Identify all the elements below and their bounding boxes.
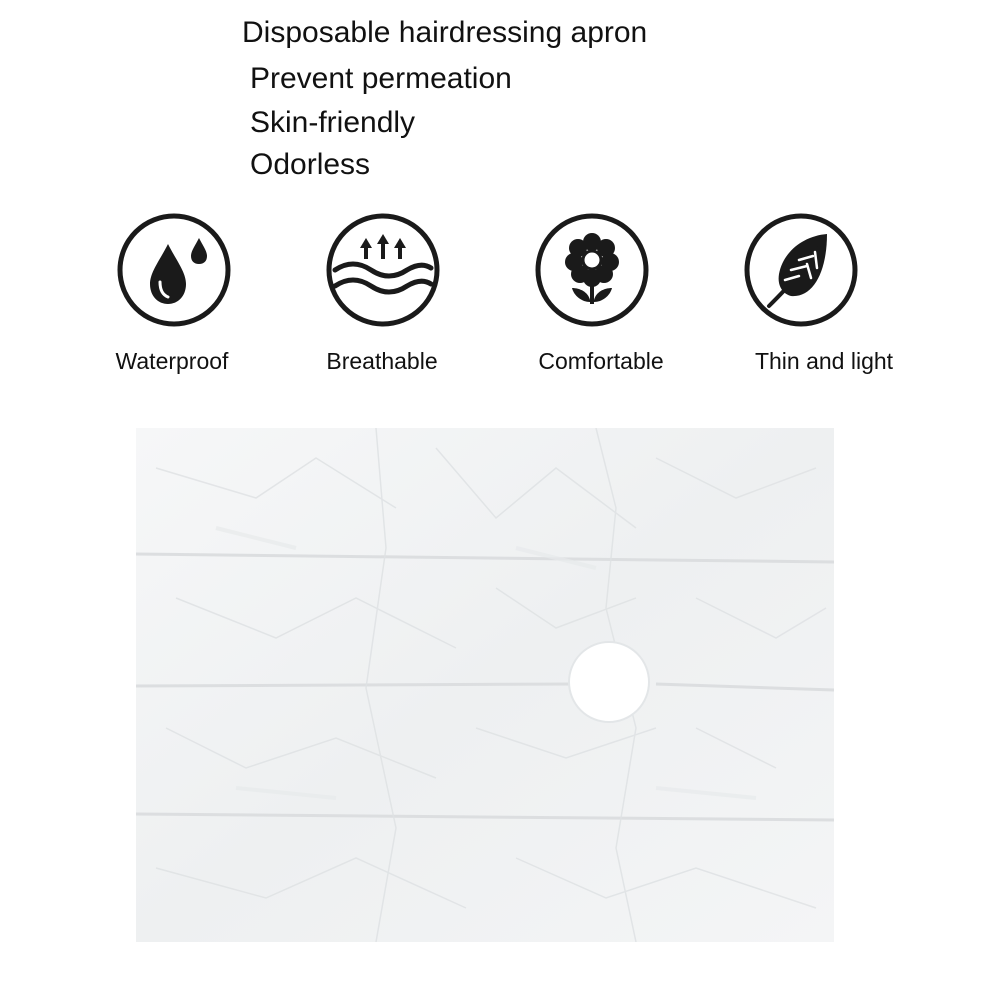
feature-prevent-permeation: Prevent permeation <box>250 62 512 95</box>
apron-product-image <box>136 428 834 942</box>
product-title: Disposable hairdressing apron <box>242 16 648 49</box>
badge-label-comfortable: Comfortable <box>538 348 664 374</box>
feature-odorless: Odorless <box>250 148 371 181</box>
breathable-arrows-icon <box>325 212 441 328</box>
water-drop-icon <box>116 212 232 328</box>
feature-skin-friendly: Skin-friendly <box>250 106 416 139</box>
flower-icon <box>534 212 650 328</box>
badge-label-breathable: Breathable <box>326 348 438 374</box>
leaf-icon <box>743 212 859 328</box>
badge-label-thin-and-light: Thin and light <box>754 348 894 374</box>
badge-label-waterproof: Waterproof <box>115 348 229 374</box>
